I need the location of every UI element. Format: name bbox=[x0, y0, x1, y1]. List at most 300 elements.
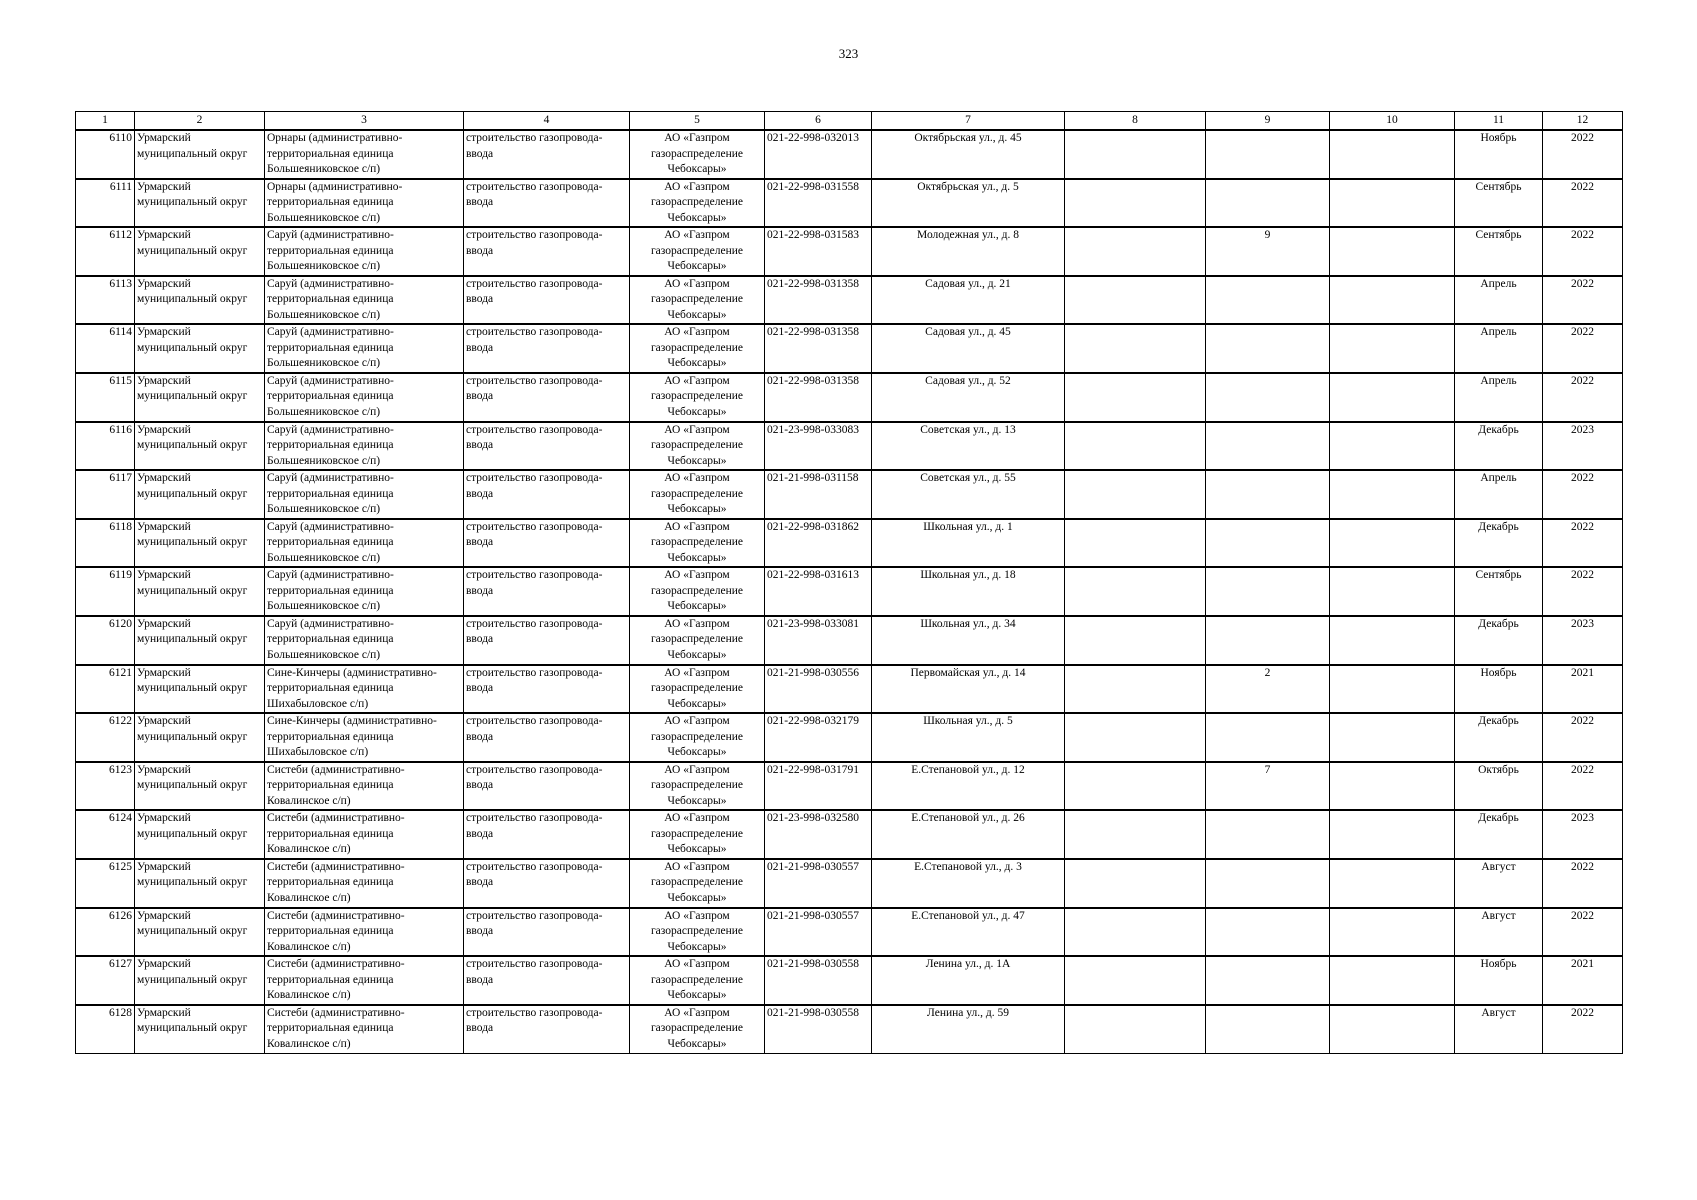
object-code-cell: 021-21-998-030557 bbox=[765, 859, 872, 908]
organization-line: АО «Газпром bbox=[664, 472, 730, 485]
municipality-line: Урмарский bbox=[137, 132, 191, 144]
work-type-line: ввода bbox=[466, 196, 494, 209]
column-10-value-cell bbox=[1330, 422, 1455, 471]
settlement-line: Большеяниковское с/п) bbox=[267, 503, 381, 516]
work-type-line: строительство газопровода- bbox=[466, 909, 603, 922]
settlement-line: Саруй (административно- bbox=[267, 569, 394, 582]
organization-line: АО «Газпром bbox=[664, 617, 730, 630]
municipality-line: муниципальный округ bbox=[137, 876, 248, 889]
column-8-value-cell bbox=[1065, 276, 1206, 325]
settlement-line: территориальная единица bbox=[267, 730, 394, 743]
municipality-line: муниципальный округ bbox=[137, 1022, 248, 1035]
organization-line: газораспределение bbox=[650, 196, 744, 209]
row-number-cell: 6128 bbox=[76, 1005, 135, 1054]
row-number-cell: 6121 bbox=[76, 665, 135, 714]
column-8-value-cell bbox=[1065, 713, 1206, 762]
organization-line: Чебоксары» bbox=[667, 551, 727, 564]
column-10-value-cell bbox=[1330, 470, 1455, 519]
work-type-cell bbox=[464, 956, 630, 1005]
row-number-cell: 6112 bbox=[76, 227, 135, 276]
settlement-line: Большеяниковское с/п) bbox=[267, 163, 381, 175]
work-type-line: ввода bbox=[466, 633, 494, 646]
organization-cell bbox=[630, 422, 765, 471]
organization-line: газораспределение bbox=[650, 876, 744, 889]
column-9-value-cell bbox=[1206, 956, 1330, 1005]
organization-line: газораспределение bbox=[650, 341, 744, 354]
column-header-7: 7 bbox=[872, 112, 1065, 131]
address-cell: Октябрьская ул., д. 5 bbox=[872, 179, 1065, 228]
column-10-value-cell bbox=[1330, 1005, 1455, 1054]
settlement-line: Ковалинское с/п) bbox=[267, 794, 351, 807]
settlement-line: территориальная единица bbox=[267, 973, 394, 986]
settlement-line: Большеяниковское с/п) bbox=[267, 357, 381, 370]
municipality-cell bbox=[135, 762, 265, 811]
organization-cell bbox=[630, 665, 765, 714]
work-type-line: ввода bbox=[466, 584, 494, 597]
municipality-line: Урмарский bbox=[137, 569, 191, 582]
column-9-value-cell bbox=[1206, 130, 1330, 179]
month-cell: Август bbox=[1455, 908, 1543, 957]
work-type-cell bbox=[464, 567, 630, 616]
settlement-line: Саруй (административно- bbox=[267, 326, 394, 339]
column-8-value-cell bbox=[1065, 810, 1206, 859]
organization-cell bbox=[630, 130, 765, 179]
settlement-line: Ковалинское с/п) bbox=[267, 843, 351, 856]
municipality-cell bbox=[135, 908, 265, 957]
organization-line: АО «Газпром bbox=[664, 812, 730, 825]
municipality-line: муниципальный округ bbox=[137, 973, 248, 986]
settlement-line: Систеби (административно- bbox=[267, 860, 405, 873]
municipality-cell bbox=[135, 422, 265, 471]
settlement-line: Сине-Кинчеры (административно- bbox=[267, 666, 437, 679]
row-number-cell: 6126 bbox=[76, 908, 135, 957]
column-9-value-cell bbox=[1206, 179, 1330, 228]
municipality-cell bbox=[135, 179, 265, 228]
object-code-cell: 021-21-998-030558 bbox=[765, 956, 872, 1005]
column-9-value-cell bbox=[1206, 908, 1330, 957]
municipality-line: Урмарский bbox=[137, 763, 191, 776]
organization-line: газораспределение bbox=[650, 730, 744, 743]
municipality-line: Урмарский bbox=[137, 617, 191, 630]
organization-line: газораспределение bbox=[650, 925, 744, 937]
column-9-value-cell bbox=[1206, 324, 1330, 373]
row-number-cell: 6123 bbox=[76, 762, 135, 811]
municipality-line: муниципальный округ bbox=[137, 390, 248, 403]
organization-line: АО «Газпром bbox=[664, 277, 730, 290]
work-type-line: строительство газопровода- bbox=[466, 617, 603, 630]
object-code-cell: 021-22-998-031613 bbox=[765, 567, 872, 616]
work-type-line: строительство газопровода- bbox=[466, 763, 603, 776]
year-cell: 2022 bbox=[1543, 227, 1623, 276]
address-cell: Садовая ул., д. 52 bbox=[872, 373, 1065, 422]
organization-cell bbox=[630, 859, 765, 908]
object-code-cell: 021-22-998-031358 bbox=[765, 324, 872, 373]
organization-line: Чебоксары» bbox=[667, 940, 727, 953]
organization-line: АО «Газпром bbox=[664, 860, 730, 873]
month-cell: Август bbox=[1455, 859, 1543, 908]
settlement-line: территориальная единица bbox=[267, 196, 394, 209]
object-code-cell: 021-21-998-030558 bbox=[765, 1005, 872, 1054]
organization-line: газораспределение bbox=[650, 827, 744, 840]
work-type-line: строительство газопровода- bbox=[466, 423, 603, 436]
settlement-cell bbox=[265, 422, 464, 471]
settlement-line: Ковалинское с/п) bbox=[267, 891, 351, 904]
settlement-line: Систеби (административно- bbox=[267, 812, 405, 825]
month-cell: Октябрь bbox=[1455, 762, 1543, 811]
month-cell: Апрель bbox=[1455, 373, 1543, 422]
work-type-line: ввода bbox=[466, 925, 494, 937]
settlement-cell bbox=[265, 179, 464, 228]
organization-line: газораспределение bbox=[650, 147, 744, 160]
work-type-line: строительство газопровода- bbox=[466, 277, 603, 290]
column-10-value-cell bbox=[1330, 130, 1455, 179]
work-type-cell bbox=[464, 519, 630, 568]
settlement-cell bbox=[265, 762, 464, 811]
municipality-line: Урмарский bbox=[137, 909, 191, 922]
column-9-value-cell bbox=[1206, 470, 1330, 519]
settlement-line: территориальная единица bbox=[267, 390, 394, 403]
settlement-line: Систеби (административно- bbox=[267, 909, 405, 922]
table-row bbox=[76, 908, 1623, 957]
settlement-line: Саруй (административно- bbox=[267, 277, 394, 290]
organization-line: Чебоксары» bbox=[667, 163, 727, 175]
year-cell: 2022 bbox=[1543, 762, 1623, 811]
municipality-line: Урмарский bbox=[137, 958, 191, 971]
column-header-3: 3 bbox=[265, 112, 464, 131]
settlement-line: территориальная единица bbox=[267, 293, 394, 306]
municipality-line: Урмарский bbox=[137, 423, 191, 436]
organization-cell bbox=[630, 762, 765, 811]
organization-line: Чебоксары» bbox=[667, 211, 727, 224]
organization-line: Чебоксары» bbox=[667, 794, 727, 807]
work-type-line: строительство газопровода- bbox=[466, 472, 603, 485]
work-type-line: ввода bbox=[466, 341, 494, 354]
row-number-cell: 6122 bbox=[76, 713, 135, 762]
column-9-value-cell bbox=[1206, 276, 1330, 325]
table-row bbox=[76, 179, 1623, 228]
work-type-line: строительство газопровода- bbox=[466, 180, 603, 193]
settlement-cell bbox=[265, 908, 464, 957]
row-number-cell: 6119 bbox=[76, 567, 135, 616]
column-9-value-cell bbox=[1206, 713, 1330, 762]
settlement-line: Сине-Кинчеры (административно- bbox=[267, 715, 437, 728]
settlement-line: территориальная единица bbox=[267, 244, 394, 257]
column-8-value-cell bbox=[1065, 373, 1206, 422]
municipality-line: муниципальный округ bbox=[137, 341, 248, 354]
column-8-value-cell bbox=[1065, 956, 1206, 1005]
organization-line: Чебоксары» bbox=[667, 989, 727, 1002]
settlement-cell bbox=[265, 373, 464, 422]
month-cell: Декабрь bbox=[1455, 713, 1543, 762]
object-code-cell: 021-22-998-031358 bbox=[765, 373, 872, 422]
settlement-cell bbox=[265, 1005, 464, 1054]
column-9-value-cell: 2 bbox=[1206, 665, 1330, 714]
month-cell: Ноябрь bbox=[1455, 130, 1543, 179]
table-row bbox=[76, 324, 1623, 373]
municipality-cell bbox=[135, 470, 265, 519]
work-type-cell bbox=[464, 713, 630, 762]
work-type-line: ввода bbox=[466, 827, 494, 840]
address-cell: Е.Степановой ул., д. 3 bbox=[872, 859, 1065, 908]
object-code-cell: 021-23-998-033083 bbox=[765, 422, 872, 471]
organization-line: газораспределение bbox=[650, 682, 744, 695]
row-number-cell: 6116 bbox=[76, 422, 135, 471]
row-number-cell: 6113 bbox=[76, 276, 135, 325]
settlement-line: Ковалинское с/п) bbox=[267, 989, 351, 1002]
settlement-cell bbox=[265, 324, 464, 373]
settlement-line: Большеяниковское с/п) bbox=[267, 260, 381, 273]
row-number-cell: 6110 bbox=[76, 130, 135, 179]
registry-table bbox=[75, 111, 1623, 1054]
organization-line: Чебоксары» bbox=[667, 891, 727, 904]
settlement-line: Орнары (административно- bbox=[267, 132, 403, 144]
table-row bbox=[76, 713, 1623, 762]
work-type-cell bbox=[464, 859, 630, 908]
organization-cell bbox=[630, 519, 765, 568]
organization-line: Чебоксары» bbox=[667, 405, 727, 418]
organization-cell bbox=[630, 324, 765, 373]
year-cell: 2022 bbox=[1543, 179, 1623, 228]
year-cell: 2022 bbox=[1543, 859, 1623, 908]
organization-line: газораспределение bbox=[650, 584, 744, 597]
organization-cell bbox=[630, 956, 765, 1005]
address-cell: Е.Степановой ул., д. 47 bbox=[872, 908, 1065, 957]
organization-cell bbox=[630, 713, 765, 762]
work-type-line: ввода bbox=[466, 244, 494, 257]
municipality-line: муниципальный округ bbox=[137, 682, 248, 695]
column-8-value-cell bbox=[1065, 470, 1206, 519]
municipality-line: муниципальный округ bbox=[137, 633, 248, 646]
object-code-cell: 021-22-998-031583 bbox=[765, 227, 872, 276]
settlement-line: территориальная единица bbox=[267, 633, 394, 646]
organization-line: Чебоксары» bbox=[667, 746, 727, 759]
column-9-value-cell: 7 bbox=[1206, 762, 1330, 811]
column-header-4: 4 bbox=[464, 112, 630, 131]
column-8-value-cell bbox=[1065, 519, 1206, 568]
organization-line: газораспределение bbox=[650, 536, 744, 549]
organization-line: Чебоксары» bbox=[667, 697, 727, 710]
municipality-cell bbox=[135, 1005, 265, 1054]
work-type-cell bbox=[464, 810, 630, 859]
work-type-cell bbox=[464, 324, 630, 373]
organization-cell bbox=[630, 567, 765, 616]
municipality-line: муниципальный округ bbox=[137, 925, 248, 937]
work-type-cell bbox=[464, 908, 630, 957]
object-code-cell: 021-22-998-031862 bbox=[765, 519, 872, 568]
settlement-line: территориальная единица bbox=[267, 536, 394, 549]
municipality-line: муниципальный округ bbox=[137, 487, 248, 500]
municipality-cell bbox=[135, 519, 265, 568]
column-header-1: 1 bbox=[76, 112, 135, 131]
municipality-line: муниципальный округ bbox=[137, 730, 248, 743]
settlement-line: Систеби (административно- bbox=[267, 958, 405, 971]
object-code-cell: 021-22-998-032013 bbox=[765, 130, 872, 179]
settlement-cell bbox=[265, 519, 464, 568]
municipality-line: муниципальный округ bbox=[137, 779, 248, 792]
work-type-cell bbox=[464, 762, 630, 811]
work-type-line: строительство газопровода- bbox=[466, 520, 603, 533]
object-code-cell: 021-21-998-030557 bbox=[765, 908, 872, 957]
address-cell: Советская ул., д. 55 bbox=[872, 470, 1065, 519]
address-cell: Советская ул., д. 13 bbox=[872, 422, 1065, 471]
work-type-line: ввода bbox=[466, 293, 494, 306]
work-type-line: строительство газопровода- bbox=[466, 666, 603, 679]
settlement-cell bbox=[265, 810, 464, 859]
organization-line: Чебоксары» bbox=[667, 357, 727, 370]
organization-line: АО «Газпром bbox=[664, 1006, 730, 1019]
municipality-line: Урмарский bbox=[137, 666, 191, 679]
municipality-cell bbox=[135, 665, 265, 714]
work-type-line: ввода bbox=[466, 439, 494, 452]
row-number-cell: 6118 bbox=[76, 519, 135, 568]
settlement-line: Орнары (административно- bbox=[267, 180, 403, 193]
municipality-cell bbox=[135, 373, 265, 422]
column-9-value-cell bbox=[1206, 519, 1330, 568]
settlement-line: территориальная единица bbox=[267, 341, 394, 354]
column-8-value-cell bbox=[1065, 1005, 1206, 1054]
column-10-value-cell bbox=[1330, 908, 1455, 957]
column-header-11: 11 bbox=[1455, 112, 1543, 131]
table-row bbox=[76, 470, 1623, 519]
month-cell: Апрель bbox=[1455, 324, 1543, 373]
object-code-cell: 021-21-998-031158 bbox=[765, 470, 872, 519]
organization-cell bbox=[630, 1005, 765, 1054]
work-type-line: ввода bbox=[466, 536, 494, 549]
organization-line: газораспределение bbox=[650, 1022, 744, 1035]
organization-line: газораспределение bbox=[650, 390, 744, 403]
month-cell: Декабрь bbox=[1455, 810, 1543, 859]
organization-line: АО «Газпром bbox=[664, 180, 730, 193]
year-cell: 2023 bbox=[1543, 616, 1623, 665]
address-cell: Школьная ул., д. 1 bbox=[872, 519, 1065, 568]
month-cell: Сентябрь bbox=[1455, 227, 1543, 276]
address-cell: Первомайская ул., д. 14 bbox=[872, 665, 1065, 714]
column-10-value-cell bbox=[1330, 519, 1455, 568]
municipality-line: муниципальный округ bbox=[137, 536, 248, 549]
settlement-line: Саруй (административно- bbox=[267, 229, 394, 242]
column-10-value-cell bbox=[1330, 373, 1455, 422]
settlement-line: Большеяниковское с/п) bbox=[267, 454, 381, 467]
column-9-value-cell bbox=[1206, 567, 1330, 616]
settlement-line: Большеяниковское с/п) bbox=[267, 600, 381, 613]
row-number-cell: 6115 bbox=[76, 373, 135, 422]
month-cell: Август bbox=[1455, 1005, 1543, 1054]
row-number-cell: 6125 bbox=[76, 859, 135, 908]
municipality-cell bbox=[135, 567, 265, 616]
column-10-value-cell bbox=[1330, 567, 1455, 616]
municipality-cell bbox=[135, 810, 265, 859]
work-type-line: ввода bbox=[466, 390, 494, 403]
settlement-line: Большеяниковское с/п) bbox=[267, 405, 381, 418]
settlement-line: территориальная единица bbox=[267, 779, 394, 792]
municipality-line: Урмарский bbox=[137, 229, 191, 242]
municipality-line: муниципальный округ bbox=[137, 439, 248, 452]
column-8-value-cell bbox=[1065, 422, 1206, 471]
column-10-value-cell bbox=[1330, 859, 1455, 908]
table-row bbox=[76, 665, 1623, 714]
column-10-value-cell bbox=[1330, 665, 1455, 714]
table-row bbox=[76, 762, 1623, 811]
row-number-cell: 6114 bbox=[76, 324, 135, 373]
organization-line: Чебоксары» bbox=[667, 843, 727, 856]
column-header-12: 12 bbox=[1543, 112, 1623, 131]
year-cell: 2021 bbox=[1543, 956, 1623, 1005]
address-cell: Садовая ул., д. 21 bbox=[872, 276, 1065, 325]
month-cell: Ноябрь bbox=[1455, 956, 1543, 1005]
settlement-line: Ковалинское с/п) bbox=[267, 940, 351, 953]
work-type-line: строительство газопровода- bbox=[466, 132, 603, 144]
settlement-line: территориальная единица bbox=[267, 682, 394, 695]
column-8-value-cell bbox=[1065, 324, 1206, 373]
address-cell: Е.Степановой ул., д. 26 bbox=[872, 810, 1065, 859]
column-10-value-cell bbox=[1330, 762, 1455, 811]
column-8-value-cell bbox=[1065, 859, 1206, 908]
address-cell: Садовая ул., д. 45 bbox=[872, 324, 1065, 373]
settlement-line: Большеяниковское с/п) bbox=[267, 308, 381, 321]
settlement-cell bbox=[265, 956, 464, 1005]
work-type-line: строительство газопровода- bbox=[466, 715, 603, 728]
organization-line: Чебоксары» bbox=[667, 600, 727, 613]
organization-cell bbox=[630, 810, 765, 859]
settlement-cell bbox=[265, 227, 464, 276]
municipality-line: Урмарский bbox=[137, 374, 191, 387]
settlement-line: Шихабыловское с/п) bbox=[267, 697, 369, 710]
organization-cell bbox=[630, 373, 765, 422]
address-cell: Школьная ул., д. 34 bbox=[872, 616, 1065, 665]
column-10-value-cell bbox=[1330, 179, 1455, 228]
settlement-cell bbox=[265, 616, 464, 665]
organization-cell bbox=[630, 908, 765, 957]
settlement-cell bbox=[265, 130, 464, 179]
object-code-cell: 021-22-998-032179 bbox=[765, 713, 872, 762]
month-cell: Ноябрь bbox=[1455, 665, 1543, 714]
table-body bbox=[76, 130, 1623, 1053]
row-number-cell: 6127 bbox=[76, 956, 135, 1005]
settlement-line: территориальная единица bbox=[267, 147, 394, 160]
organization-line: газораспределение bbox=[650, 779, 744, 792]
object-code-cell: 021-22-998-031358 bbox=[765, 276, 872, 325]
work-type-line: строительство газопровода- bbox=[466, 860, 603, 873]
work-type-cell bbox=[464, 227, 630, 276]
address-cell: Октябрьская ул., д. 45 bbox=[872, 130, 1065, 179]
table-row bbox=[76, 859, 1623, 908]
object-code-cell: 021-22-998-031791 bbox=[765, 762, 872, 811]
year-cell: 2022 bbox=[1543, 324, 1623, 373]
work-type-cell bbox=[464, 422, 630, 471]
work-type-line: ввода bbox=[466, 730, 494, 743]
column-8-value-cell bbox=[1065, 567, 1206, 616]
year-cell: 2022 bbox=[1543, 1005, 1623, 1054]
work-type-line: строительство газопровода- bbox=[466, 1006, 603, 1019]
work-type-cell bbox=[464, 179, 630, 228]
municipality-line: муниципальный округ bbox=[137, 147, 248, 160]
municipality-line: муниципальный округ bbox=[137, 293, 248, 306]
municipality-line: Урмарский bbox=[137, 860, 191, 873]
month-cell: Декабрь bbox=[1455, 422, 1543, 471]
organization-line: Чебоксары» bbox=[667, 648, 727, 661]
work-type-line: строительство газопровода- bbox=[466, 326, 603, 339]
month-cell: Апрель bbox=[1455, 470, 1543, 519]
organization-line: АО «Газпром bbox=[664, 132, 730, 144]
work-type-cell bbox=[464, 130, 630, 179]
organization-line: Чебоксары» bbox=[667, 260, 727, 273]
year-cell: 2022 bbox=[1543, 276, 1623, 325]
work-type-line: строительство газопровода- bbox=[466, 374, 603, 387]
address-cell: Ленина ул., д. 1А bbox=[872, 956, 1065, 1005]
column-9-value-cell bbox=[1206, 616, 1330, 665]
row-number-cell: 6111 bbox=[76, 179, 135, 228]
municipality-cell bbox=[135, 276, 265, 325]
